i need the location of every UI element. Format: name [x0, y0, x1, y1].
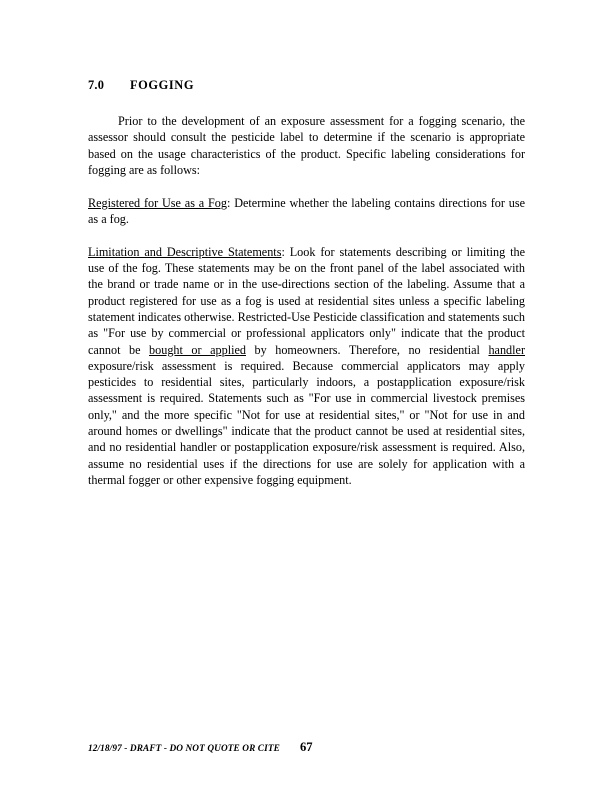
- item-body-part-1: : Look for statements describing or limiting the use of the fog. These statements may be on the front panel of the label associated with the brand or trade name or in the use-directions section of the labeling. Assume that a product registered for use as a fog is used at residential sites unless a specific labeling statement indicates otherwise. Restricted-Use Pesticide classification and statements such as "For use by commercial or professional applicators only" indicate that the product cannot be: [88, 244, 525, 357]
- footer-draft-notice: 12/18/97 - DRAFT - DO NOT QUOTE OR CITE: [88, 744, 280, 754]
- intro-paragraph: Prior to the development of an exposure assessment for a fogging scenario, the assessor should consult the pesticide label to determine if the scenario is appropriate based on the usage characteristics of the product. Specific labeling considerations for fogging are as follows:: [88, 114, 525, 177]
- paragraph-spacer: [88, 228, 525, 244]
- section-number: 7.0: [88, 78, 105, 92]
- item-body-part-3: exposure/risk assessment is required. Because commercial applicators may apply pesticides to residential sites, particularly indoors, a postapplication exposure/risk assessment is required. Statements such as "For use in commercial livestock premises only," and the more specific "Not for use at residential sites," or "Not for use in and around homes or dwellings" indicate that the product cannot be used at residential sites, and no residential handler or postapplication exposure/risk assessment is required. Also, assume no residential uses if the directions for use are solely for application with a thermal fogger or other expensive fogging equipment.: [88, 358, 525, 487]
- item-heading-limitation-and-descriptive-statements: Limitation and Descriptive Statements: [88, 244, 282, 259]
- section-heading: [88, 78, 525, 93]
- item-body-registered-for-use-as-a-fog: : Determine whether the labeling contains directions for use as a fog.: [88, 196, 525, 227]
- section-title: FOGGING: [130, 78, 195, 92]
- footer-page-number: 67: [300, 740, 313, 754]
- item-registered-for-use-as-a-fog: [88, 195, 525, 228]
- item-limitation-and-descriptive-statements: [88, 244, 525, 488]
- page-footer: [88, 740, 525, 762]
- page-content: [88, 78, 525, 488]
- item-body-part-2: by homeowners. Therefore, no residential: [245, 342, 489, 357]
- item-heading-registered-for-use-as-a-fog: Registered for Use as a Fog: [88, 196, 227, 211]
- paragraph-spacer: [88, 178, 525, 195]
- emphasis-handler: handler: [488, 342, 525, 357]
- emphasis-bought-or-applied: bought or applied: [149, 342, 246, 357]
